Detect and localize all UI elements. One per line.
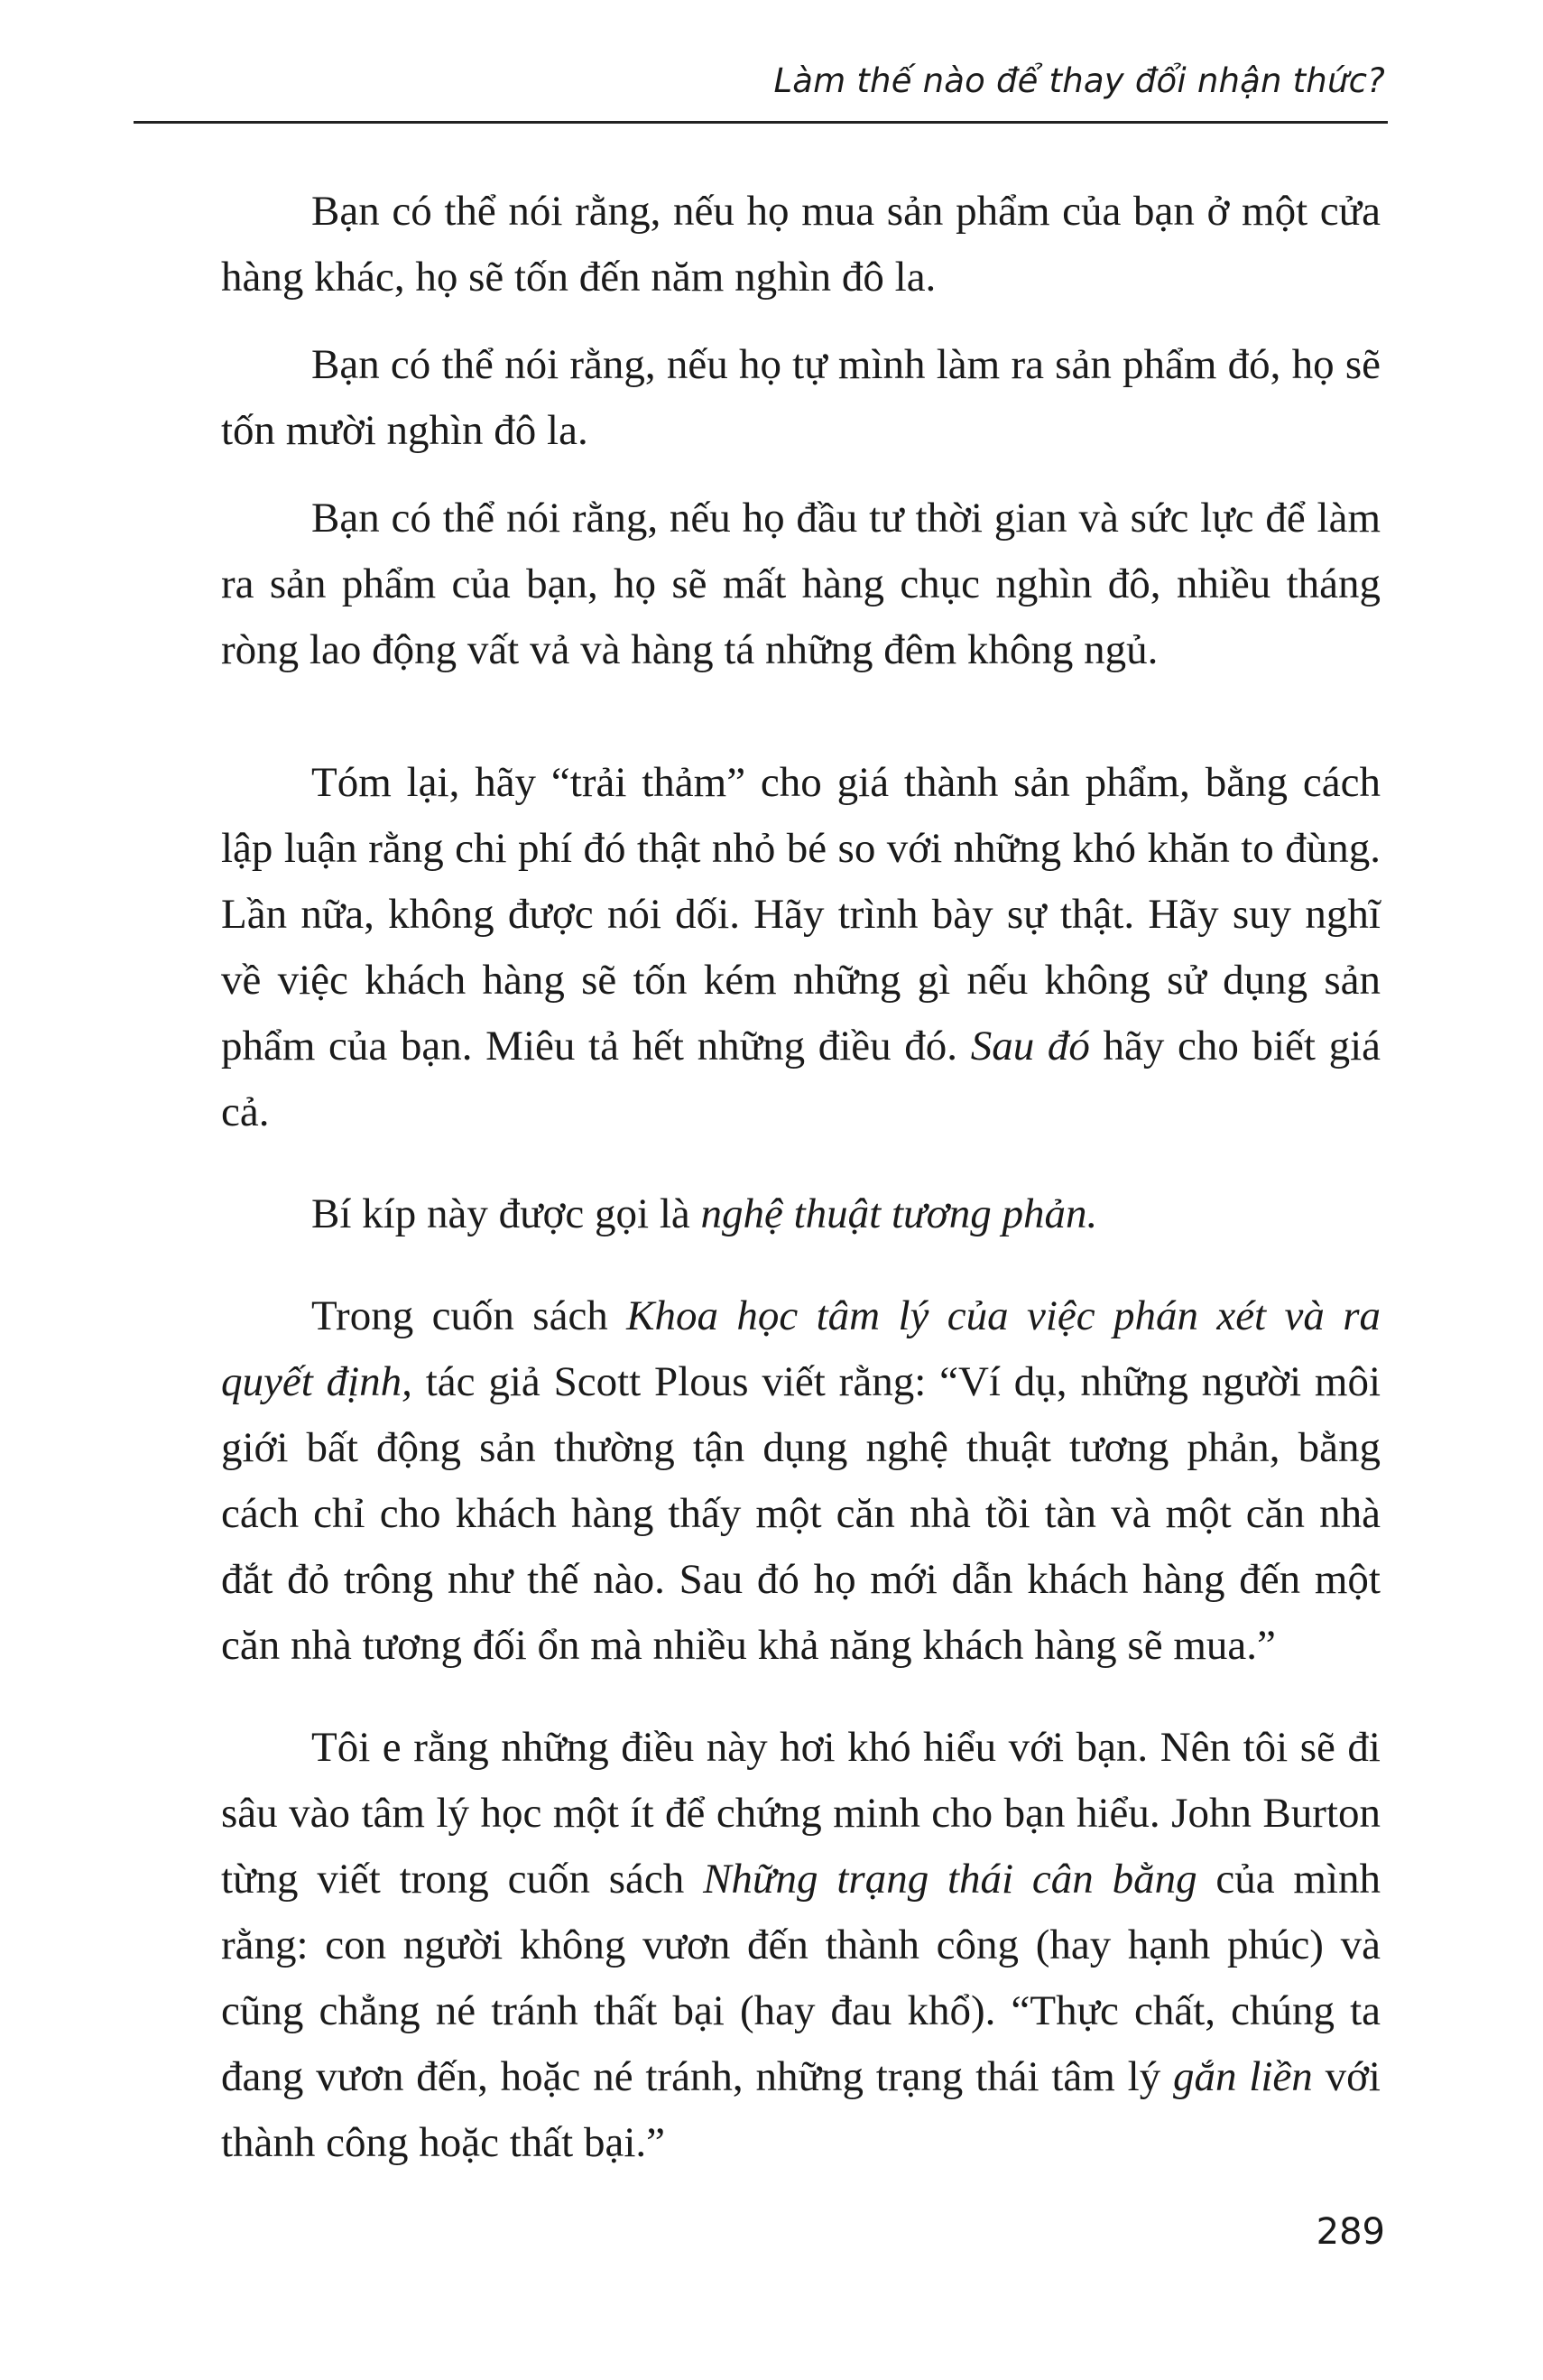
paragraph-4-text-b: hãy cho biết giá cả.: [221, 1023, 1381, 1135]
book-title-khoa-hoc: Khoa học tâm lý của việc phán xét và ra quyết định,: [221, 1292, 1381, 1405]
running-header: Làm thế nào để thay đổi nhận thức?: [773, 61, 1385, 100]
paragraph-4: [221, 750, 1381, 1145]
paragraph-7-text-b: của mình rằng: con người không vươn đến thành công (hay hạnh phúc) và cũng chẳng né tránh thất bại (hay đau khổ). “Thực chất, chúng ta đang vươn đến, hoặc né tránh, những trạng thái tâm lý: [221, 1856, 1381, 2100]
paragraph-7-text-a: Tôi e rằng những điều này hơi khó hiểu với bạn. Nên tôi sẽ đi sâu vào tâm lý học một ít để chứng minh cho bạn hiểu. John Burton từng viết trong cuốn sách: [221, 1724, 1381, 1903]
paragraph-4-emphasis: Sau đó: [970, 1023, 1090, 1070]
paragraph-7: [221, 1715, 1381, 2176]
page-number: 289: [1316, 2211, 1385, 2253]
paragraph-3: Bạn có thể nói rằng, nếu họ đầu tư thời gian và sức lực để làm ra sản phẩm của bạn, họ sẽ mất hàng chục nghìn đô, nhiều tháng ròng lao động vất vả và hàng tá những đêm không ngủ.: [221, 495, 1381, 673]
paragraph-7-text-c: với thành công hoặc thất bại.”: [221, 2053, 1381, 2166]
paragraph-4-text-a: Tóm lại, hãy “trải thảm” cho giá thành sản phẩm, bằng cách lập luận rằng chi phí đó thật nhỏ bé so với những khó khăn to đùng. Lần nữa, không được nói dối. Hãy trình bày sự thật. Hãy suy nghĩ về việc khách hàng sẽ tốn kém những gì nếu không sử dụng sản phẩm của bạn. Miêu tả hết những điều đó.: [221, 759, 1381, 1070]
paragraph-6-text-b: tác giả Scott Plous viết rằng: “Ví dụ, những người môi giới bất động sản thường tận dụng nghệ thuật tương phản, bằng cách chỉ cho khách hàng thấy một căn nhà tồi tàn và một căn nhà đắt đỏ trông như thế nào. Sau đó họ mới dẫn khách hàng đến một căn nhà tương đối ổn mà nhiều khả năng khách hàng sẽ mua.”: [221, 1358, 1381, 1669]
paragraph-6-text-a: Trong cuốn sách: [311, 1292, 627, 1339]
book-title-nhung-trang-thai: Những trạng thái cân bằng: [703, 1856, 1197, 1903]
paragraph-7-emphasis: gắn liền: [1173, 2053, 1313, 2100]
paragraph-2: Bạn có thể nói rằng, nếu họ tự mình làm ra sản phẩm đó, họ sẽ tốn mười nghìn đô la.: [221, 341, 1381, 454]
paragraph-5-emphasis: nghệ thuật tương phản.: [700, 1190, 1098, 1237]
paragraph-6: [221, 1283, 1381, 1679]
page-body: [221, 179, 1381, 2176]
header-rule: [134, 121, 1388, 124]
paragraph-1: Bạn có thể nói rằng, nếu họ mua sản phẩm của bạn ở một cửa hàng khác, họ sẽ tốn đến năm nghìn đô la.: [221, 188, 1381, 301]
paragraph-5-text: Bí kíp này được gọi là: [311, 1190, 701, 1237]
paragraph-5: [221, 1181, 1381, 1247]
